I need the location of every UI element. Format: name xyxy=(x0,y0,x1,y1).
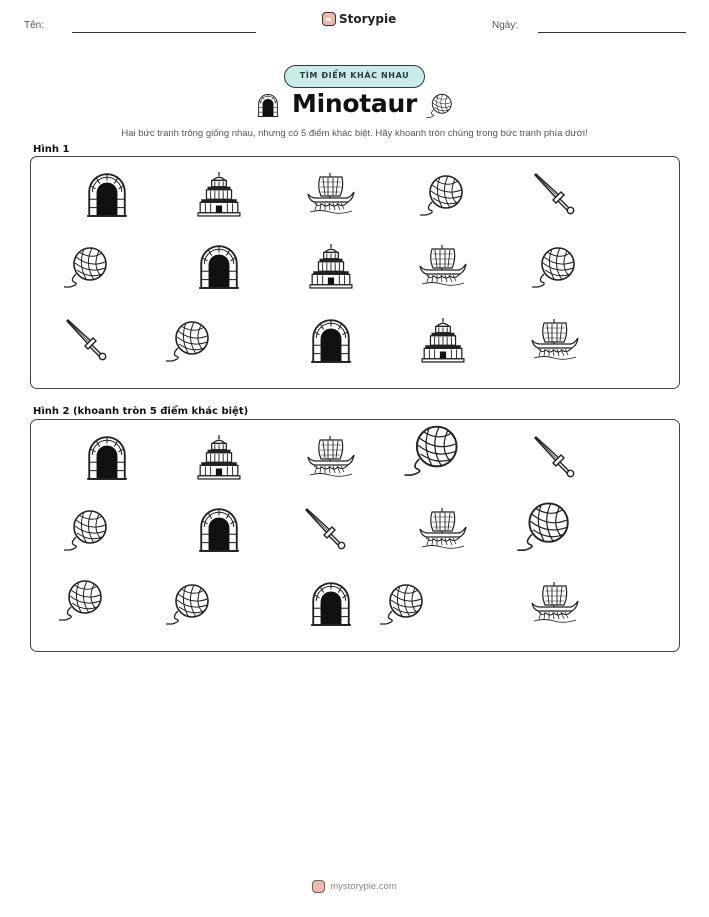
worksheet-badge: TÌM ĐIỂM KHÁC NHAU xyxy=(284,65,425,88)
sword-icon[interactable] xyxy=(533,434,577,480)
yarn-ball-icon xyxy=(418,171,468,217)
instructions-text: Hai bức tranh trông giống nhau, nhưng có 5 điểm khác biệt. Hãy khoanh tròn chúng trong bức tranh phía dưới! xyxy=(121,128,588,139)
ship-icon[interactable] xyxy=(530,580,580,626)
date-field-line[interactable] xyxy=(538,32,686,33)
yarn-ball-icon[interactable] xyxy=(378,580,428,626)
arch-gate-icon xyxy=(85,171,129,217)
arch-gate-icon[interactable] xyxy=(85,434,129,480)
page-title: Minotaur xyxy=(292,89,417,118)
arch-gate-icon xyxy=(309,317,353,363)
arch-gate-icon xyxy=(197,243,241,289)
footer-site[interactable]: mystorypie.com xyxy=(330,881,397,892)
yarn-ball-icon[interactable] xyxy=(515,496,575,554)
yarn-ball-icon xyxy=(164,317,214,363)
yarn-ball-icon xyxy=(425,92,455,122)
ship-icon[interactable] xyxy=(418,506,468,552)
picture-2-label: Hình 2 (khoanh tròn 5 điểm khác biệt) xyxy=(33,406,249,417)
yarn-ball-icon[interactable] xyxy=(62,506,112,552)
yarn-ball-icon xyxy=(530,243,580,289)
footer xyxy=(0,880,709,893)
picture-1-label: Hình 1 xyxy=(33,144,70,155)
temple-icon xyxy=(421,317,465,363)
ship-icon xyxy=(306,171,356,217)
sword-icon xyxy=(65,317,109,363)
ship-icon[interactable] xyxy=(306,434,356,480)
yarn-ball-icon[interactable] xyxy=(402,420,464,478)
ship-icon xyxy=(418,243,468,289)
name-field-line[interactable] xyxy=(72,32,256,33)
storypie-logo-icon xyxy=(322,12,336,26)
picture-1-panel xyxy=(30,156,680,389)
picture-2-panel[interactable] xyxy=(30,419,680,652)
storypie-logo xyxy=(322,12,396,26)
temple-icon xyxy=(197,171,241,217)
temple-icon[interactable] xyxy=(197,434,241,480)
temple-icon xyxy=(309,243,353,289)
brand-name: Storypie xyxy=(339,12,397,26)
arch-gate-icon[interactable] xyxy=(197,506,241,552)
ship-icon xyxy=(530,317,580,363)
yarn-ball-icon[interactable] xyxy=(57,576,107,622)
sword-icon xyxy=(533,171,577,217)
date-label: Ngày: xyxy=(492,20,519,31)
name-label: Tên: xyxy=(24,20,45,31)
storypie-footer-icon xyxy=(312,880,325,893)
yarn-ball-icon[interactable] xyxy=(164,580,214,626)
yarn-ball-icon xyxy=(62,243,112,289)
sword-icon[interactable] xyxy=(304,506,348,552)
arch-gate-icon[interactable] xyxy=(309,580,353,626)
